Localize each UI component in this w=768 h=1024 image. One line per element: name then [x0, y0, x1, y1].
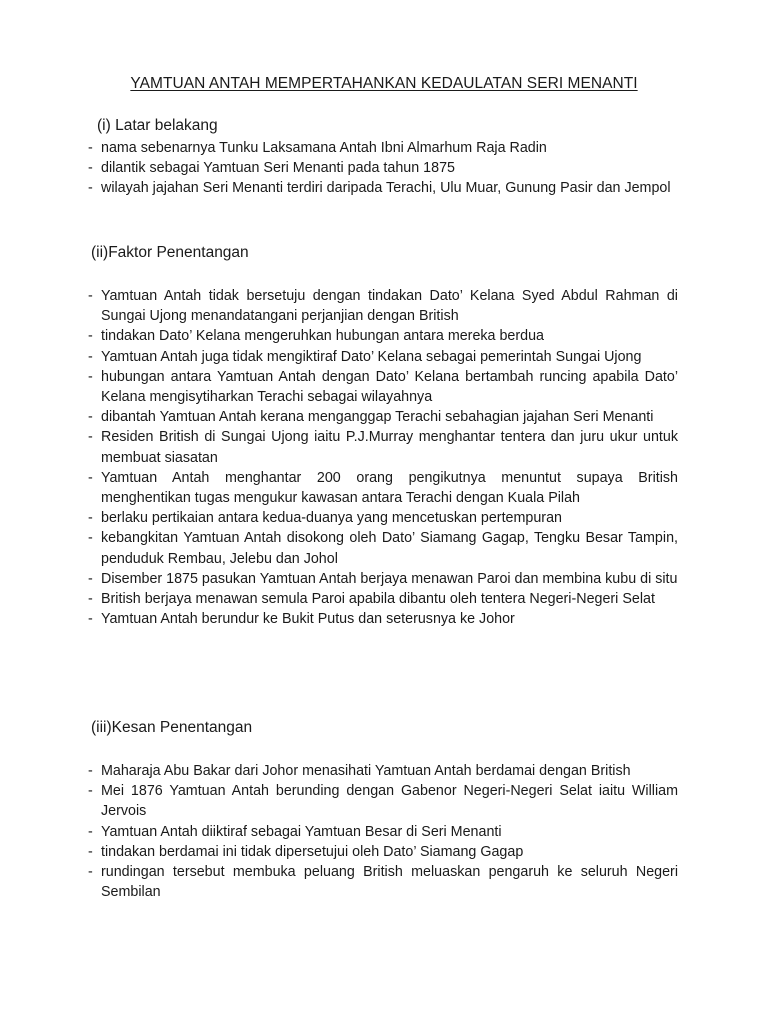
list-bullet: - — [88, 409, 93, 426]
page-title: YAMTUAN ANTAH MEMPERTAHANKAN KEDAULATAN SERI MENANTI — [130, 75, 638, 92]
list-item-text: Mei 1876 Yamtuan Antah berunding dengan Gabenor Negeri-Negeri Selat iaitu William Jervois — [101, 783, 678, 820]
list-item — [88, 528, 678, 568]
list-bullet: - — [88, 160, 93, 177]
list-item-text: kebangkitan Yamtuan Antah disokong oleh Dato’ Siamang Gagap, Tengku Besar Tampin, penduduk Rembau, Jelebu dan Johol — [101, 530, 678, 567]
list-item — [88, 407, 678, 427]
list-item — [88, 367, 678, 407]
list-item — [88, 508, 678, 528]
list-bullet: - — [88, 328, 93, 345]
list-faktor-penentangan — [88, 286, 678, 629]
list-item — [88, 781, 678, 821]
list-item — [88, 178, 678, 198]
list-item-text: British berjaya menawan semula Paroi apabila dibantu oleh tentera Negeri-Negeri Selat — [101, 591, 655, 608]
list-item-text: wilayah jajahan Seri Menanti terdiri daripada Terachi, Ulu Muar, Gunung Pasir dan Jempol — [101, 180, 671, 197]
list-bullet: - — [88, 530, 93, 547]
list-item-text: Yamtuan Antah diiktiraf sebagai Yamtuan Besar di Seri Menanti — [101, 823, 502, 840]
list-item — [88, 326, 678, 346]
list-item-text: Yamtuan Antah juga tidak mengiktiraf Dato’ Kelana sebagai pemerintah Sungai Ujong — [101, 348, 642, 365]
list-item — [88, 427, 678, 467]
list-item — [88, 862, 678, 902]
list-item — [88, 822, 678, 842]
list-bullet: - — [88, 510, 93, 527]
list-item-text: Yamtuan Antah berundur ke Bukit Putus dan seterusnya ke Johor — [101, 611, 515, 628]
list-item-text: Residen British di Sungai Ujong iaitu P.J.Murray menghantar tentera dan juru ukur untuk membuat siasatan — [101, 429, 678, 466]
list-bullet: - — [88, 864, 93, 881]
list-item-text: dibantah Yamtuan Antah kerana menganggap Terachi sebahagian jajahan Seri Menanti — [101, 409, 654, 426]
list-bullet: - — [88, 763, 93, 779]
list-item-text: Yamtuan Antah menghantar 200 orang pengikutnya menuntut supaya British menghentikan tugas mengukur kawasan antara Terachi dengan Kuala Pilah — [101, 469, 678, 507]
list-item — [88, 589, 678, 609]
list-item — [88, 138, 678, 158]
list-item-text: hubungan antara Yamtuan Antah dengan Dato’ Kelana bertambah runcing apabila Dato’ Kelana mengisytiharkan Terachi sebagai wilayahnya — [101, 368, 678, 406]
list-item-text: berlaku pertikaian antara kedua-duanya yang mencetuskan pertempuran — [101, 510, 562, 527]
list-item — [88, 347, 678, 367]
list-bullet: - — [88, 591, 93, 608]
list-item-text: Yamtuan Antah tidak bersetuju dengan tindakan Dato’ Kelana Syed Abdul Rahman di Sungai Ujong menandatangani perjanjian dengan British — [101, 288, 678, 325]
list-item-text: Maharaja Abu Bakar dari Johor menasihati Yamtuan Antah berdamai dengan British — [101, 763, 631, 779]
list-kesan-penentangan — [88, 761, 678, 902]
list-item — [88, 286, 678, 326]
section-heading-kesan-penentangan: (iii)Kesan Penentangan — [91, 719, 253, 736]
list-bullet: - — [88, 469, 93, 486]
list-bullet: - — [88, 429, 93, 446]
list-latar-belakang — [88, 138, 678, 199]
list-bullet: - — [88, 140, 93, 156]
list-bullet: - — [88, 611, 93, 628]
section-heading-faktor-penentangan: (ii)Faktor Penentangan — [91, 244, 249, 261]
list-bullet: - — [88, 843, 93, 860]
list-bullet: - — [88, 783, 93, 800]
list-item-text: tindakan berdamai ini tidak dipersetujui oleh Dato’ Siamang Gagap — [101, 843, 524, 860]
list-bullet: - — [88, 368, 93, 385]
list-item — [88, 468, 678, 508]
list-item-text: tindakan Dato’ Kelana mengeruhkan hubungan antara mereka berdua — [101, 328, 544, 345]
list-item — [88, 842, 678, 862]
section-heading-latar-belakang: (i) Latar belakang — [97, 117, 218, 134]
list-bullet: - — [88, 288, 93, 304]
list-item-text: rundingan tersebut membuka peluang British meluaskan pengaruh ke seluruh Negeri Sembilan — [101, 864, 678, 901]
list-bullet: - — [88, 570, 93, 587]
list-item — [88, 609, 678, 629]
list-item — [88, 761, 678, 781]
list-item-text: nama sebenarnya Tunku Laksamana Antah Ibni Almarhum Raja Radin — [101, 140, 547, 156]
list-bullet: - — [88, 348, 93, 365]
list-item-text: dilantik sebagai Yamtuan Seri Menanti pada tahun 1875 — [101, 160, 455, 177]
list-bullet: - — [88, 823, 93, 840]
list-item — [88, 158, 678, 178]
list-item-text: Disember 1875 pasukan Yamtuan Antah berjaya menawan Paroi dan membina kubu di situ — [101, 570, 678, 587]
list-item — [88, 569, 678, 589]
list-bullet: - — [88, 180, 93, 197]
